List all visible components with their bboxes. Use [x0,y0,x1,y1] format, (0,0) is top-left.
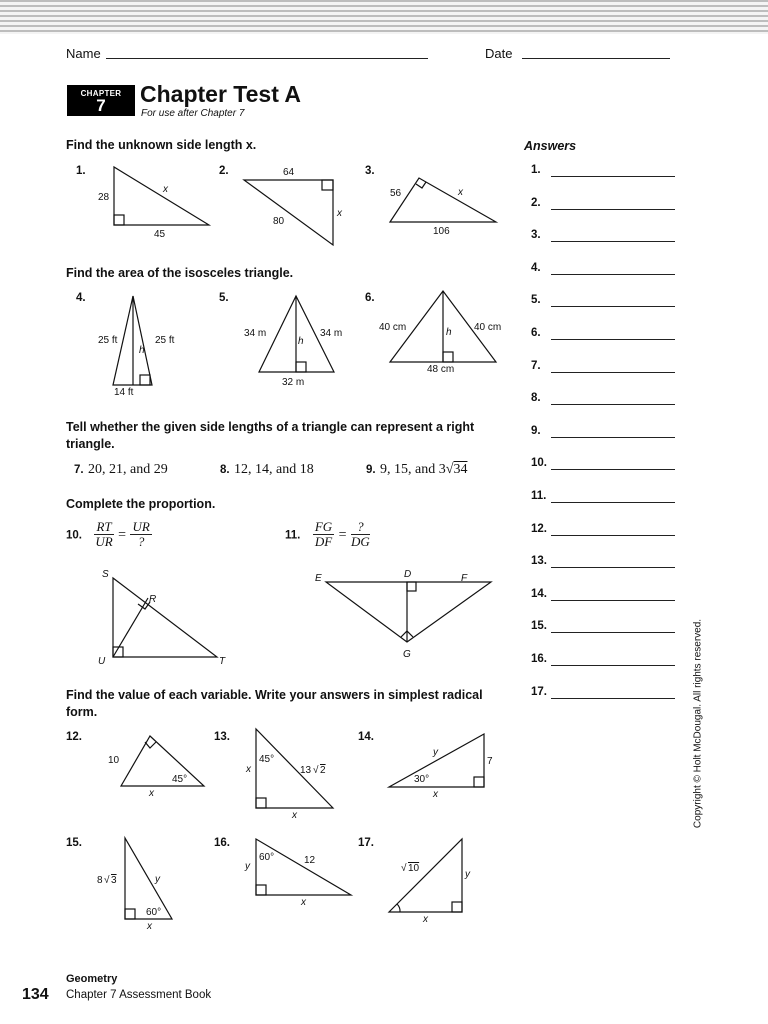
fig13-label-hyp: 13 [300,765,312,776]
chapter-number: 7 [96,96,106,115]
fig13-label-x: x [246,764,251,775]
fig10-label-s: S [102,569,109,580]
section-2-heading: Find the area of the isosceles triangle. [66,266,294,280]
fig17-label-rad: 10 [408,863,420,874]
fig17-label-x: x [423,914,428,925]
fig4-label-base: 14 ft [114,387,134,398]
answers-title: Answers [524,139,577,153]
answer-number: 10. [531,457,547,470]
answer-line[interactable] [551,372,675,373]
fig13-label-hyp-rad: 2 [320,765,326,776]
problem-15-number: 15. [66,837,82,849]
answer-number: 14. [531,587,547,600]
fig10-label-t: T [219,656,226,667]
fig14-triangle [389,734,484,787]
fig6-label-side: 40 cm [379,322,407,333]
fig17-label-sqrt: √ [401,863,407,874]
answer-number: 15. [531,620,547,633]
fig16-label-y: y [245,861,250,872]
fig16-triangle [256,839,351,895]
problem-9-number: 9. [366,464,376,476]
fig3-triangle [390,178,496,222]
fig13-label-bottom: x [292,810,297,821]
p10-den-2: ? [137,534,145,549]
copyright-notice: Copyright © Holt McDougal. All rights reserved. [692,618,704,829]
answer-number: 12. [531,522,547,535]
section-4-heading: Complete the proportion. [66,497,216,511]
fig12-label-angle: 45° [172,774,188,785]
problem-13-number: 13. [214,731,230,743]
fig16-label-angle: 60° [259,852,275,863]
problem-8-text: 12, 14, and 18 [234,462,314,477]
answer-line[interactable] [551,665,675,666]
name-label: Name [66,46,101,61]
fig1-label-b: 45 [154,229,166,240]
fig10-triangle [113,578,217,657]
section-1-heading: Find the unknown side length x. [66,138,257,152]
answer-line[interactable] [551,535,675,536]
fig14-label-angle: 30° [414,774,430,785]
answer-line[interactable] [551,274,675,275]
date-label: Date [485,46,513,61]
answer-number: 5. [531,294,541,307]
fig12-label-x: x [149,788,154,799]
fig15-label-a: 8 [97,875,103,886]
answer-number: 16. [531,653,547,665]
fig1-label-c: x [163,184,168,195]
fig1-triangle [114,167,209,225]
problem-11: 11. $\frac{FG}{DF}$ = $\frac{?}{DG}$ [285,519,370,549]
fig15-label-a-rad: 3 [111,875,117,886]
footer-book: Geometry [66,973,118,985]
fig14-label-y: y [433,747,438,758]
fig2-label-a: 64 [283,167,295,178]
problem-9-text: 9, 15, and 3 [380,462,446,477]
chapter-word: CHAPTER [80,89,122,98]
problem-12-number: 12. [66,731,82,743]
problem-4-number: 4. [76,292,86,304]
answer-line[interactable] [551,567,675,568]
answer-number: 13. [531,555,547,568]
fig5-label-base: 32 m [282,377,305,388]
fig2-label-c: x [337,208,342,219]
problem-10-number: 10. [66,529,82,542]
problem-10: 10. $\frac{RT}{UR}$ = $\frac{UR}{?}$ [66,519,150,549]
fig11-label-f: F [461,573,468,584]
p11-den-1: DF [314,534,333,549]
answer-line[interactable] [551,600,675,601]
problem-17-number: 17. [358,837,374,849]
fig5-label-side2: 34 m [320,328,343,339]
fig1-label-a: 28 [98,192,110,203]
fig12-triangle [121,736,204,786]
fig12-label-a: 10 [108,755,120,766]
fig15-label-y: y [155,874,160,885]
fig15-label-x: x [147,921,152,932]
fig14-label-side: 7 [487,756,493,767]
fig3-label-a: 56 [390,188,402,199]
problem-11-number: 11. [285,529,301,542]
answer-number: 3. [531,229,541,242]
fig13-label-hyp-sqrt: √ [313,765,319,776]
fig16-label-hyp: 12 [304,855,316,866]
answer-line[interactable] [551,469,675,470]
answer-line[interactable] [551,209,675,210]
footer-subtitle: Chapter 7 Assessment Book [66,989,212,1001]
section-3-heading: Tell whether the given side lengths of a triangle can represent a right triangle. [66,420,475,451]
answer-line[interactable] [551,437,675,438]
section-5-heading: Find the value of each variable. Write your answers in simplest radical form. [66,688,483,719]
fig6-label-base: 48 cm [427,364,455,375]
problem-6-number: 6. [365,292,375,304]
fig5-label-h: h [298,336,304,347]
p11-den-2: DG [350,534,370,549]
answer-number: 8. [531,392,541,405]
fig17-label-y: y [465,869,470,880]
answer-number: 4. [531,261,541,274]
fig11-label-g: G [403,649,411,660]
problem-14-number: 14. [358,731,374,743]
answer-line[interactable] [551,404,675,405]
problem-5-number: 5. [219,292,229,304]
fig2-label-b: 80 [273,216,285,227]
page-title: Chapter Test A [140,81,302,107]
fig4-label-side2: 25 ft [155,335,175,346]
fig15-label-angle: 60° [146,907,162,918]
answer-line[interactable] [551,306,675,307]
problem-3-number: 3. [365,165,375,177]
fig15-label-a-sqrt: √ [104,875,110,886]
fig11-label-d: D [404,569,412,580]
fig10-label-u: U [98,656,106,667]
fig4-label-h: h [139,345,145,356]
fig17-triangle [389,839,462,912]
fig5-label-side: 34 m [244,328,267,339]
problem-1-number: 1. [76,165,86,177]
problem-7-number: 7. [74,464,84,476]
problem-16-number: 16. [214,837,230,849]
p10-num-1: RT [96,519,112,534]
problem-9: 9. 9, 15, and 3√34 [366,462,468,477]
p10-den-1: UR [95,534,113,549]
fig13-label-angle: 45° [259,754,275,765]
page-number: 134 [22,986,49,1003]
answer-number: 2. [531,196,541,209]
fig3-label-b: 106 [433,226,450,237]
fig16-label-x: x [301,897,306,908]
problem-2-number: 2. [219,165,229,177]
page-subtitle: For use after Chapter 7 [141,108,245,119]
answer-number: 1. [531,164,541,176]
answer-number: 11. [531,490,547,502]
p10-num-2: UR [132,519,150,534]
p11-num-1: FG [314,519,333,534]
fig10-label-r: R [149,594,157,605]
answer-line[interactable] [551,632,675,633]
answer-number: 17. [531,685,547,698]
fig6-label-side2: 40 cm [474,322,502,333]
answer-line[interactable] [551,241,675,242]
p11-num-2: ? [351,520,370,535]
answer-number: 7. [531,359,541,372]
problem-9-radicand: 34 [453,462,468,477]
answer-line[interactable] [551,698,675,699]
fig4-label-side: 25 ft [98,335,118,346]
problem-8-number: 8. [220,464,230,476]
fig11-label-e: E [315,573,322,584]
fig6-label-h: h [446,327,452,338]
fig14-label-x: x [433,789,438,800]
answer-number: 6. [531,327,541,339]
answer-line[interactable] [551,176,675,177]
fig2-triangle [244,180,333,245]
problem-7-text: 20, 21, and 29 [88,462,168,477]
answer-line[interactable] [551,502,675,503]
answer-number: 9. [531,424,541,437]
answer-line[interactable] [551,339,675,340]
fig3-label-c: x [458,187,463,198]
